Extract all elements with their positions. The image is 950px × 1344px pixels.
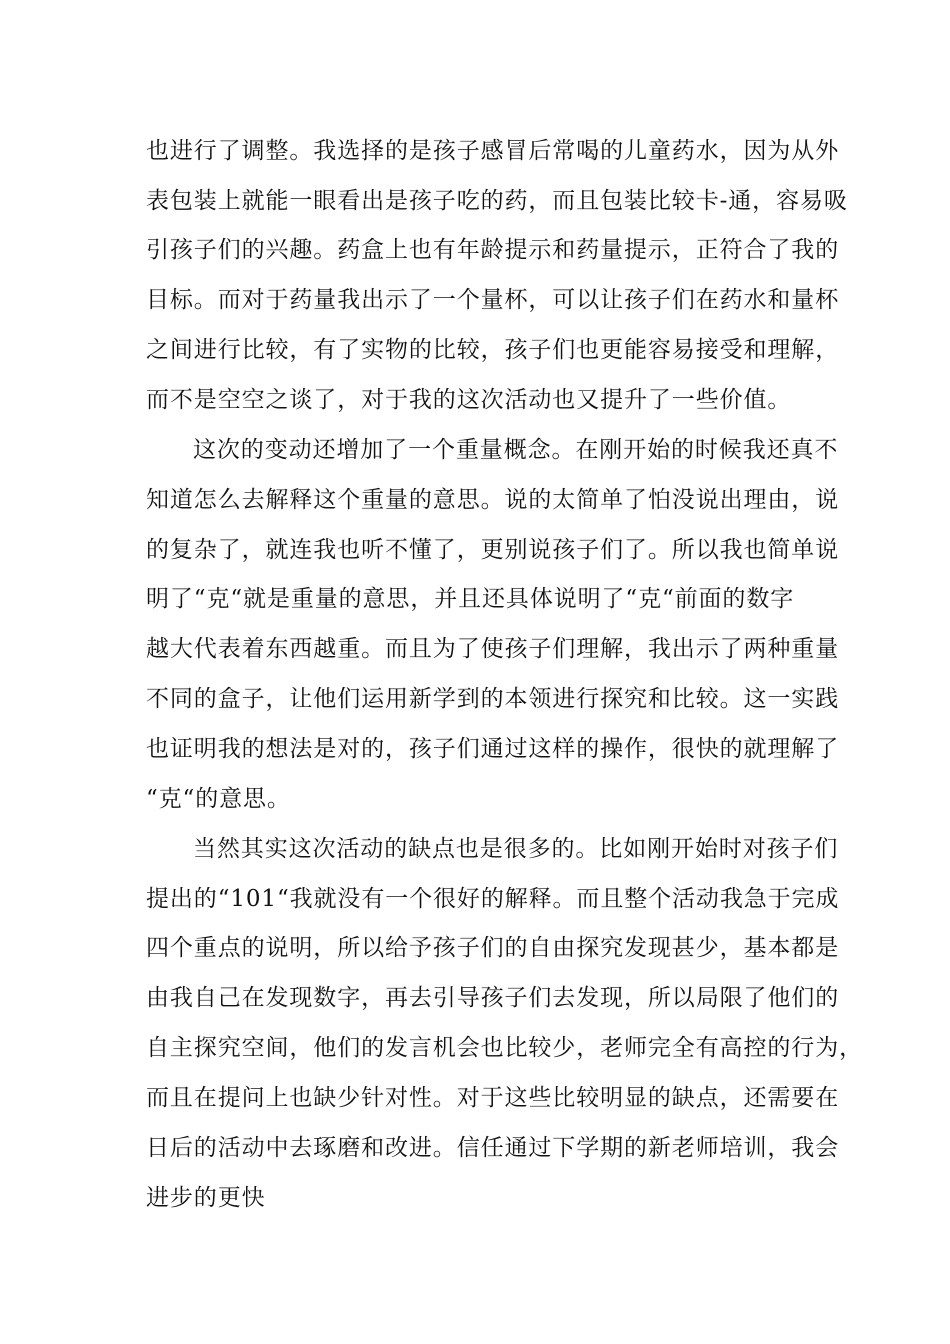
text-line: 也进行了调整。我选择的是孩子感冒后常喝的儿童药水，因为从外 — [146, 138, 840, 164]
text-line: 越大代表着东西越重。而且为了使孩子们理解，我出示了两种重量 — [146, 636, 840, 662]
text-line: 知道怎么去解释这个重量的意思。说的太简单了怕没说出理由，说 — [146, 487, 840, 513]
paragraph-first-line: 当然其实这次活动的缺点也是很多的。比如刚开始时对孩子们 — [193, 836, 839, 862]
text-line: 而且在提问上也缺少针对性。对于这些比较明显的缺点，还需要在 — [146, 1085, 840, 1111]
text-line: 表包装上就能一眼看出是孩子吃的药，而且包装比较卡-通，容易吸 — [146, 188, 848, 214]
text-line: 四个重点的说明，所以给予孩子们的自由探究发现甚少，基本都是 — [146, 935, 840, 961]
text-line: 由我自己在发现数字，再去引导孩子们去发现，所以局限了他们的 — [146, 985, 840, 1011]
text-line: 提出的“101“我就没有一个很好的解释。而且整个活动我急于完成 — [146, 886, 840, 912]
text-line: 进步的更快 — [146, 1185, 266, 1211]
text-line: 不同的盒子，让他们运用新学到的本领进行探究和比较。这一实践 — [146, 686, 840, 712]
paragraph-first-line: 这次的变动还增加了一个重量概念。在刚开始的时候我还真不 — [193, 437, 839, 463]
text-line: “克“的意思。 — [146, 786, 291, 812]
text-line: 而不是空空之谈了，对于我的这次活动也又提升了一些价值。 — [146, 387, 792, 413]
text-line: 明了“克“就是重量的意思，并且还具体说明了“克“前面的数字 — [146, 586, 795, 612]
text-line: 引孩子们的兴趣。药盒上也有年龄提示和药量提示，正符合了我的 — [146, 237, 840, 263]
text-line: 之间进行比较，有了实物的比较，孩子们也更能容易接受和理解， — [146, 337, 840, 363]
text-line: 的复杂了，就连我也听不懂了，更别说孩子们了。所以我也简单说 — [146, 537, 840, 563]
text-line: 目标。而对于药量我出示了一个量杯，可以让孩子们在药水和量杯 — [146, 287, 840, 313]
text-line: 也证明我的想法是对的，孩子们通过这样的操作，很快的就理解了 — [146, 736, 840, 762]
text-line: 日后的活动中去琢磨和改进。信任通过下学期的新老师培训，我会 — [146, 1135, 840, 1161]
text-line: 自主探究空间，他们的发言机会也比较少，老师完全有高控的行为， — [146, 1035, 863, 1061]
